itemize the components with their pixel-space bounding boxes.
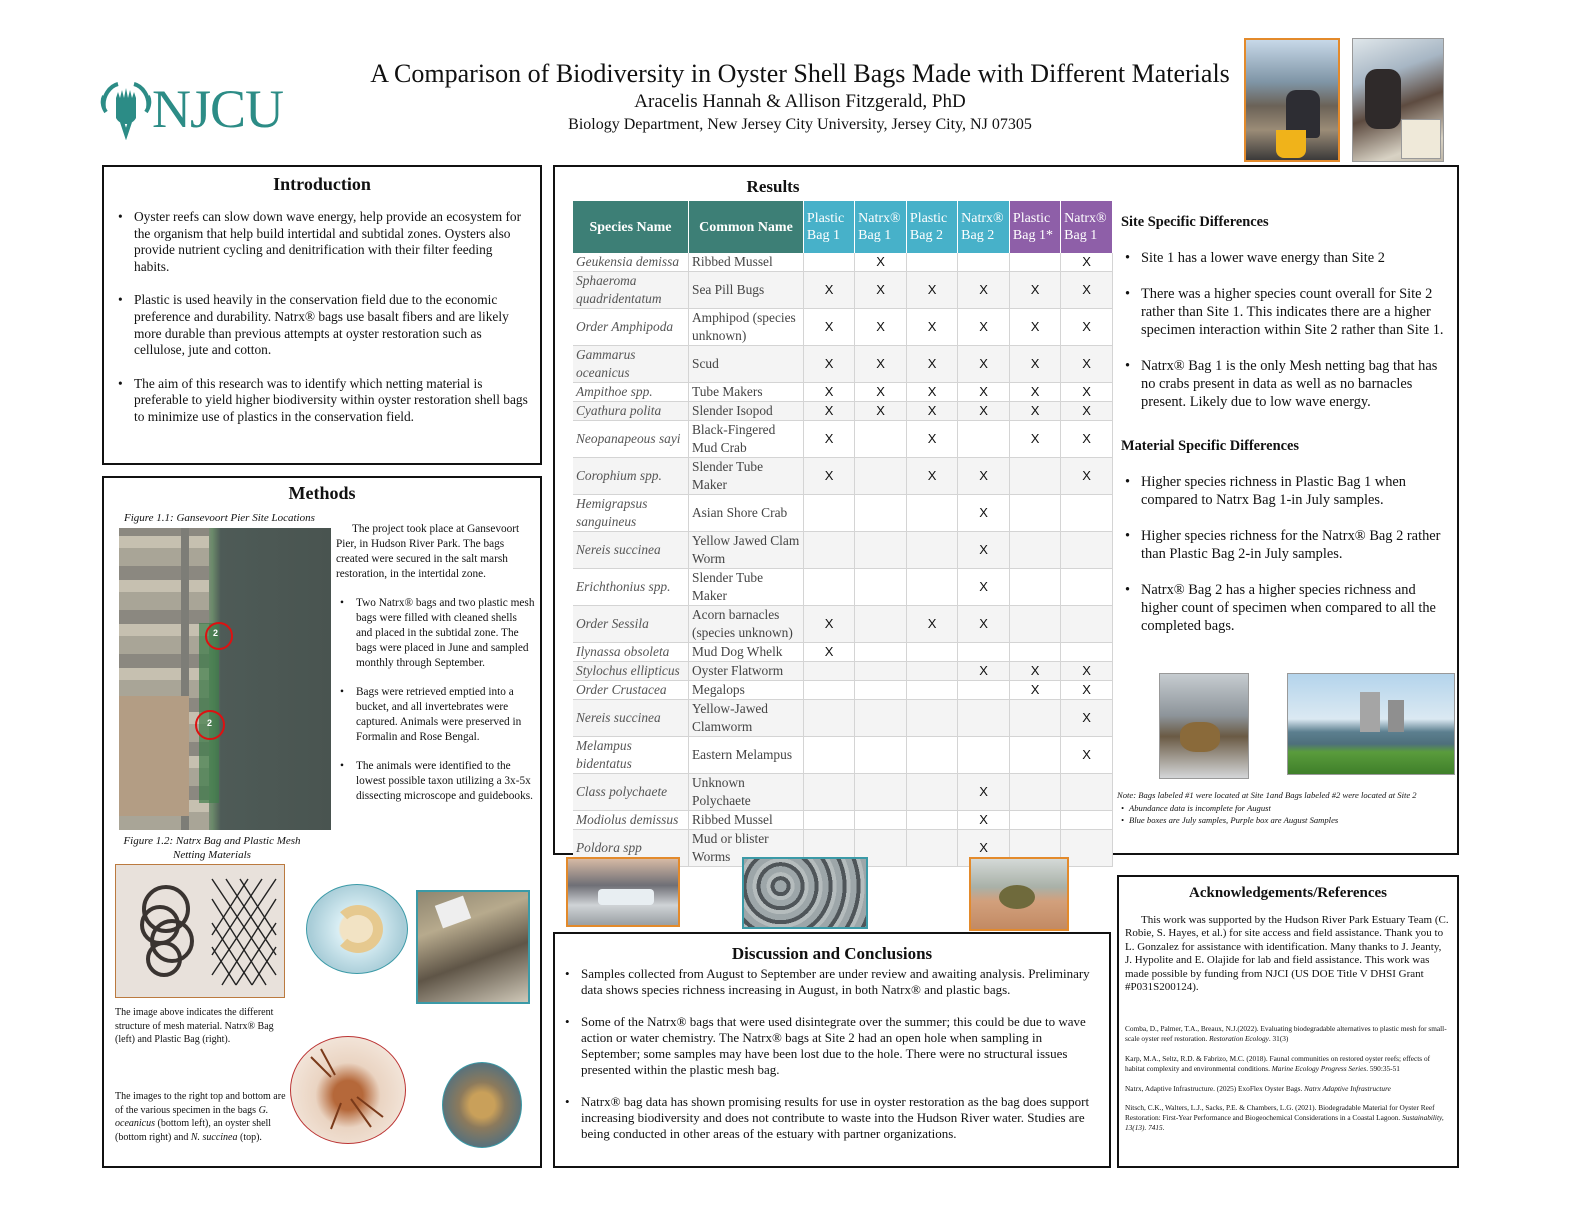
presence-cell: X bbox=[958, 569, 1010, 606]
common-name-cell: Asian Shore Crab bbox=[689, 495, 804, 532]
presence-cell: X bbox=[906, 309, 957, 346]
presence-cell: X bbox=[803, 346, 854, 383]
presence-cell: X bbox=[1009, 309, 1060, 346]
col-plastic-bag-1-aug: Plastic Bag 1* bbox=[1009, 201, 1060, 253]
presence-cell: X bbox=[906, 272, 957, 309]
presence-cell bbox=[906, 811, 957, 830]
col-natrx-bag-1-aug: Natrx® Bag 1 bbox=[1061, 201, 1113, 253]
presence-cell bbox=[1009, 458, 1060, 495]
methods-bullet: • The animals were identified to the lowest possible taxon utilizing a 3x-5x dissecting microscope and guidebooks. bbox=[336, 759, 536, 804]
methods-bullet: • Bags were retrieved emptied into a bucket, and all invertebrates were captured. Animals were preserved in Formalin and Rose Bengal. bbox=[336, 685, 536, 745]
presence-cell: X bbox=[855, 309, 907, 346]
presence-cell: X bbox=[958, 662, 1010, 681]
presence-cell bbox=[1009, 643, 1060, 662]
presence-cell: X bbox=[906, 458, 957, 495]
table-row bbox=[573, 346, 1113, 383]
table-row bbox=[573, 309, 1113, 346]
species-name-cell: Order Crustacea bbox=[573, 681, 689, 700]
sample-tray-photo bbox=[1159, 673, 1249, 779]
common-name-cell: Scud bbox=[689, 346, 804, 383]
header-photo-field bbox=[1244, 38, 1340, 162]
presence-cell bbox=[906, 774, 957, 811]
presence-cell: X bbox=[958, 532, 1010, 569]
discussion-bullet: • Natrx® bag data has shown promising results for use in oyster restoration as the bag does support increasing biodiversity and does not contribute to waste into the Hudson River water. Studies are being conducted in other areas of the estuary with partner organizations. bbox=[561, 1094, 1099, 1142]
figure-1-2-caption: Figure 1.2: Natrx Bag and Plastic Mesh Netting Materials bbox=[123, 835, 301, 861]
mesh-caption: The image above indicates the different structure of mesh material. Natrx® Bag (left) and Plastic Bag (right). bbox=[115, 1007, 274, 1045]
presence-cell bbox=[1009, 569, 1060, 606]
species-name-cell: Ilynassa obsoleta bbox=[573, 643, 689, 662]
presence-cell bbox=[906, 532, 957, 569]
presence-cell bbox=[906, 643, 957, 662]
presence-cell: X bbox=[855, 346, 907, 383]
presence-cell: X bbox=[1061, 253, 1113, 272]
figure-1-1-caption: Figure 1.1: Gansevoort Pier Site Locations bbox=[124, 512, 315, 524]
common-name-cell: Slender Tube Maker bbox=[689, 458, 804, 495]
table-row bbox=[573, 737, 1113, 774]
presence-cell: X bbox=[803, 309, 854, 346]
species-name-cell: Geukensia demissa bbox=[573, 253, 689, 272]
presence-cell bbox=[855, 700, 907, 737]
presence-cell: X bbox=[803, 606, 854, 643]
presence-cell bbox=[1009, 532, 1060, 569]
species-name-cell: Sphaeroma quadridentatum bbox=[573, 272, 689, 309]
species-name-cell: Stylochus ellipticus bbox=[573, 662, 689, 681]
note-bullet: • Blue boxes are July samples, Purple box are August Samples bbox=[1117, 814, 1451, 826]
presence-cell bbox=[1061, 532, 1113, 569]
table-row bbox=[573, 402, 1113, 421]
presence-cell bbox=[958, 253, 1010, 272]
table-row bbox=[573, 811, 1113, 830]
poster-authors: Aracelis Hannah & Allison Fitzgerald, PhD bbox=[634, 91, 966, 112]
reference-item: Natrx, Adaptive Infrastructure. (2025) ExoFlex Oyster Bags. Natrx Adaptive Infrastructure bbox=[1125, 1083, 1391, 1093]
species-table bbox=[573, 201, 1113, 867]
field-specimen-photo bbox=[416, 890, 530, 1004]
presence-cell: X bbox=[958, 346, 1010, 383]
presence-cell: X bbox=[958, 774, 1010, 811]
presence-cell bbox=[855, 681, 907, 700]
presence-cell bbox=[855, 606, 907, 643]
table-row bbox=[573, 272, 1113, 309]
presence-cell: X bbox=[1061, 700, 1113, 737]
col-common-name: Common Name bbox=[689, 201, 804, 253]
presence-cell: X bbox=[1061, 681, 1113, 700]
methods-intro-text: The project took place at Gansevoort Pier, in Hudson River Park. The bags created were secured in the salt marsh restoration, in the intertidal zone. bbox=[336, 523, 520, 580]
intro-bullet: • The aim of this research was to identify which netting material is preferable to yield higher biodiversity within oyster restoration shell bags to minimize use of plastics in the conservation field. bbox=[114, 376, 528, 426]
species-name-cell: Gammarus oceanicus bbox=[573, 346, 689, 383]
common-name-cell: Yellow-Jawed Clamworm bbox=[689, 700, 804, 737]
presence-cell bbox=[1009, 606, 1060, 643]
presence-cell: X bbox=[803, 272, 854, 309]
common-name-cell: Oyster Flatworm bbox=[689, 662, 804, 681]
species-name-cell: Erichthonius spp. bbox=[573, 569, 689, 606]
presence-cell bbox=[1009, 737, 1060, 774]
table-row bbox=[573, 532, 1113, 569]
njcu-logo bbox=[96, 78, 286, 140]
discussion-bullet: • Samples collected from August to September are under review and awaiting analysis. Preliminary data shows species richness increasing in August, in both Natrx® and plastic bags. bbox=[561, 966, 1099, 998]
amphipod-specimen-photo bbox=[290, 1036, 406, 1144]
col-natrx-bag-2: Natrx® Bag 2 bbox=[958, 201, 1010, 253]
species-name-cell: Corophium spp. bbox=[573, 458, 689, 495]
discussion-bullet: • Some of the Natrx® bags that were used disintegrate over the summer; this could be due to wave action or water chemistry. The Natrx® bags at Site 2 had an open hole when sampling in September; some samples may have been lost due to the hole. There were no structural issues presented within the plastic mesh bag. bbox=[561, 1014, 1099, 1078]
common-name-cell: Amphipod (species unknown) bbox=[689, 309, 804, 346]
table-row bbox=[573, 421, 1113, 458]
common-name-cell: Yellow Jawed Clam Worm bbox=[689, 532, 804, 569]
site-marker-upper: 2 bbox=[205, 622, 233, 650]
common-name-cell: Ribbed Mussel bbox=[689, 811, 804, 830]
species-name-cell: Order Amphipoda bbox=[573, 309, 689, 346]
presence-cell bbox=[958, 681, 1010, 700]
species-name-cell: Nereis succinea bbox=[573, 532, 689, 569]
presence-cell: X bbox=[1061, 421, 1113, 458]
presence-cell bbox=[803, 662, 854, 681]
table-row bbox=[573, 495, 1113, 532]
species-name-cell: Melampus bidentatus bbox=[573, 737, 689, 774]
presence-cell: X bbox=[803, 643, 854, 662]
presence-cell bbox=[1061, 811, 1113, 830]
discussion-panel bbox=[553, 932, 1111, 1168]
presence-cell: X bbox=[855, 402, 907, 421]
common-name-cell: Mud or blister Worms bbox=[689, 830, 804, 867]
presence-cell: X bbox=[958, 458, 1010, 495]
common-name-cell: Acorn barnacles (species unknown) bbox=[689, 606, 804, 643]
hudson-river-photo bbox=[1287, 673, 1455, 775]
common-name-cell: Sea Pill Bugs bbox=[689, 272, 804, 309]
presence-cell bbox=[855, 532, 907, 569]
presence-cell bbox=[855, 458, 907, 495]
mesh-materials-photo bbox=[115, 864, 285, 998]
presence-cell bbox=[803, 681, 854, 700]
presence-cell bbox=[906, 681, 957, 700]
reference-item: Nitsch, C.K., Walters, L.J., Sacks, P.E. & Chambers, L.G. (2021). Biodegradable Material for Oyster Reef Restoration: First-Year Performance and Biogeochemical Considerations in a Coastal Lagoon. Sustainability, 13(13). 7415. bbox=[1125, 1103, 1444, 1133]
specimen-caption: The images to the right top and bottom are of the various specimen in the bags G. oceanicus (bottom left), an oyster shell (bottom right) and N. succinea (top). bbox=[115, 1091, 286, 1143]
presence-cell bbox=[855, 421, 907, 458]
oyster-shell-photo bbox=[442, 1062, 522, 1148]
common-name-cell: Unknown Polychaete bbox=[689, 774, 804, 811]
material-differences-heading: Material Specific Differences bbox=[1121, 438, 1299, 454]
presence-cell: X bbox=[803, 402, 854, 421]
table-row bbox=[573, 253, 1113, 272]
presence-cell: X bbox=[958, 495, 1010, 532]
presence-cell: X bbox=[1009, 402, 1060, 421]
material-bullet: • Higher species richness for the Natrx® Bag 2 rather than Plastic Bag 2-in July samples. bbox=[1121, 527, 1451, 563]
presence-cell: X bbox=[855, 253, 907, 272]
presence-cell: X bbox=[1061, 662, 1113, 681]
presence-cell bbox=[1061, 495, 1113, 532]
presence-cell: X bbox=[1061, 346, 1113, 383]
presence-cell bbox=[803, 532, 854, 569]
results-note bbox=[1117, 789, 1451, 826]
presence-cell bbox=[803, 569, 854, 606]
oyster-hand-photo bbox=[969, 857, 1069, 931]
presence-cell: X bbox=[906, 606, 957, 643]
presence-cell: X bbox=[1061, 272, 1113, 309]
table-row bbox=[573, 774, 1113, 811]
introduction-panel bbox=[102, 165, 542, 465]
material-bullet: • Natrx® Bag 2 has a higher species richness and higher count of specimen when compared to all the completed bags. bbox=[1121, 581, 1451, 635]
common-name-cell: Slender Isopod bbox=[689, 402, 804, 421]
note-bullet: • Abundance data is incomplete for August bbox=[1117, 802, 1451, 814]
site-bullet: • Site 1 has a lower wave energy than Site 2 bbox=[1121, 249, 1451, 267]
presence-cell bbox=[803, 737, 854, 774]
col-species-name: Species Name bbox=[573, 201, 689, 253]
col-plastic-bag-2: Plastic Bag 2 bbox=[906, 201, 957, 253]
intro-bullet: • Plastic is used heavily in the conservation field due to the economic preference and durability. Natrx® bags use basalt fibers and are likely more durable than previous attempts at oyster restoration such as cellulose, jute and cotton. bbox=[114, 292, 528, 358]
common-name-cell: Mud Dog Whelk bbox=[689, 643, 804, 662]
species-name-cell: Order Sessila bbox=[573, 606, 689, 643]
presence-cell bbox=[958, 421, 1010, 458]
common-name-cell: Eastern Melampus bbox=[689, 737, 804, 774]
species-name-cell: Nereis succinea bbox=[573, 700, 689, 737]
presence-cell bbox=[1009, 253, 1060, 272]
species-name-cell: Modiolus demissus bbox=[573, 811, 689, 830]
presence-cell bbox=[855, 811, 907, 830]
presence-cell bbox=[855, 569, 907, 606]
table-row bbox=[573, 458, 1113, 495]
presence-cell: X bbox=[1009, 272, 1060, 309]
presence-cell bbox=[958, 737, 1010, 774]
presence-cell bbox=[906, 830, 957, 867]
header-photo-lab bbox=[1352, 38, 1444, 162]
poster-affiliation: Biology Department, New Jersey City University, Jersey City, NJ 07305 bbox=[568, 116, 1032, 133]
species-name-cell: Class polychaete bbox=[573, 774, 689, 811]
presence-cell bbox=[803, 811, 854, 830]
table-row bbox=[573, 643, 1113, 662]
results-heading: Results bbox=[746, 177, 800, 196]
acknowledgements-panel bbox=[1117, 875, 1459, 1168]
site-marker-lower: 2 bbox=[195, 710, 225, 740]
reference-item: Karp, M.A., Seltz, R.D. & Fabrizo, M.C. (2018). Faunal communities on restored oyster reefs; effects of habitat complexity and environmental conditions. Marine Ecology Progress Series. 590:35-51 bbox=[1125, 1054, 1431, 1073]
presence-cell: X bbox=[958, 383, 1010, 402]
presence-cell: X bbox=[803, 421, 854, 458]
presence-cell bbox=[906, 737, 957, 774]
presence-cell: X bbox=[958, 830, 1010, 867]
material-bullet: • Higher species richness in Plastic Bag 1 when compared to Natrx Bag 1-in July samples. bbox=[1121, 473, 1451, 509]
species-table-wrap bbox=[573, 201, 1113, 867]
results-note-text: Note: Bags labeled #1 were located at Site 1and Bags labeled #2 were located at Site 2 bbox=[1117, 790, 1417, 800]
presence-cell bbox=[855, 643, 907, 662]
common-name-cell: Tube Makers bbox=[689, 383, 804, 402]
site-differences-heading: Site Specific Differences bbox=[1121, 214, 1269, 230]
presence-cell: X bbox=[1009, 421, 1060, 458]
col-natrx-bag-1: Natrx® Bag 1 bbox=[855, 201, 907, 253]
logo-text: NJCU bbox=[152, 79, 284, 139]
presence-cell: X bbox=[958, 811, 1010, 830]
presence-cell: X bbox=[906, 421, 957, 458]
table-row bbox=[573, 681, 1113, 700]
methods-heading: Methods bbox=[288, 483, 356, 503]
presence-cell bbox=[906, 662, 957, 681]
presence-cell bbox=[1061, 774, 1113, 811]
intro-bullet: • Oyster reefs can slow down wave energy, help provide an ecosystem for the organism that help build intertidal and subtidal zones. Oysters also provide nutrient cycling and denitrification with their filter feeding habits. bbox=[114, 209, 528, 275]
table-row bbox=[573, 383, 1113, 402]
presence-cell bbox=[803, 700, 854, 737]
presence-cell bbox=[1009, 700, 1060, 737]
introduction-heading: Introduction bbox=[273, 174, 371, 194]
site-bullet: • There was a higher species count overall for Site 2 rather than Site 1. This indicates there are a higher specimen interaction within Site 2 rather than Site 1. bbox=[1121, 285, 1451, 339]
presence-cell bbox=[958, 643, 1010, 662]
presence-cell: X bbox=[1061, 383, 1113, 402]
reference-item: Comba, D., Palmer, T.A., Breaux, N.J.(2022). Evaluating biodegradable alternatives to plastic mesh for small-scale oyster reef restoration. Restoration Ecology. 31(3) bbox=[1125, 1024, 1447, 1044]
worm-specimen-photo bbox=[306, 884, 408, 974]
table-row bbox=[573, 569, 1113, 606]
species-name-cell: Poldora spp bbox=[573, 830, 689, 867]
presence-cell bbox=[1009, 495, 1060, 532]
presence-cell: X bbox=[958, 272, 1010, 309]
presence-cell: X bbox=[1009, 383, 1060, 402]
common-name-cell: Megalops bbox=[689, 681, 804, 700]
presence-cell: X bbox=[906, 402, 957, 421]
shell-bag-photo bbox=[742, 857, 868, 929]
presence-cell: X bbox=[1009, 346, 1060, 383]
lab-sorting-photo bbox=[566, 857, 680, 927]
presence-cell bbox=[906, 569, 957, 606]
species-name-cell: Neopanapeous sayi bbox=[573, 421, 689, 458]
presence-cell bbox=[906, 253, 957, 272]
presence-cell: X bbox=[803, 458, 854, 495]
presence-cell: X bbox=[1061, 402, 1113, 421]
presence-cell: X bbox=[855, 272, 907, 309]
presence-cell bbox=[855, 774, 907, 811]
species-name-cell: Ampithoe spp. bbox=[573, 383, 689, 402]
presence-cell: X bbox=[906, 346, 957, 383]
presence-cell bbox=[958, 700, 1010, 737]
species-name-cell: Cyathura polita bbox=[573, 402, 689, 421]
presence-cell bbox=[855, 495, 907, 532]
site-map bbox=[119, 528, 331, 830]
table-row bbox=[573, 700, 1113, 737]
results-panel bbox=[553, 165, 1459, 864]
presence-cell: X bbox=[958, 402, 1010, 421]
presence-cell: X bbox=[958, 606, 1010, 643]
poster-title: A Comparison of Biodiversity in Oyster Shell Bags Made with Different Materials bbox=[370, 59, 1230, 88]
methods-panel bbox=[102, 476, 542, 1168]
presence-cell bbox=[855, 662, 907, 681]
common-name-cell: Slender Tube Maker bbox=[689, 569, 804, 606]
presence-cell bbox=[906, 700, 957, 737]
methods-bullet: • Two Natrx® bags and two plastic mesh bags were filled with cleaned shells and placed in the subtidal zone. The bags were placed in June and sampled monthly through September. bbox=[336, 596, 536, 671]
table-row bbox=[573, 662, 1113, 681]
common-name-cell: Ribbed Mussel bbox=[689, 253, 804, 272]
presence-cell bbox=[803, 253, 854, 272]
col-plastic-bag-1: Plastic Bag 1 bbox=[803, 201, 854, 253]
presence-cell bbox=[1009, 811, 1060, 830]
presence-cell bbox=[803, 495, 854, 532]
presence-cell: X bbox=[803, 383, 854, 402]
presence-cell bbox=[803, 774, 854, 811]
acknowledgements-heading: Acknowledgements/References bbox=[1188, 885, 1387, 901]
presence-cell: X bbox=[1061, 737, 1113, 774]
presence-cell: X bbox=[1061, 309, 1113, 346]
acknowledgements-text: This work was supported by the Hudson River Park Estuary Team (C. Robie, S. Hayes, et al.) for site access and field assistance. Thank you to L. Gonzalez for assistance with identification. Many thanks to J. Jeanty, J. Hypolite and E. Olajide for lab and field assistance. This work was made possible by funding from NJCI (US DOE Title V DHSI Grant #P031S200124). bbox=[1125, 914, 1449, 994]
site-bullet: • Natrx® Bag 1 is the only Mesh netting bag that has no crabs present in data as well as no barnacles present. Likely due to low wave energy. bbox=[1121, 357, 1451, 411]
presence-cell: X bbox=[1009, 662, 1060, 681]
presence-cell bbox=[1061, 643, 1113, 662]
presence-cell bbox=[855, 737, 907, 774]
common-name-cell: Black-Fingered Mud Crab bbox=[689, 421, 804, 458]
presence-cell: X bbox=[906, 383, 957, 402]
species-name-cell: Hemigrapsus sanguineus bbox=[573, 495, 689, 532]
presence-cell: X bbox=[1061, 458, 1113, 495]
presence-cell: X bbox=[958, 309, 1010, 346]
table-row bbox=[573, 606, 1113, 643]
presence-cell bbox=[1061, 569, 1113, 606]
presence-cell: X bbox=[1009, 681, 1060, 700]
discussion-heading: Discussion and Conclusions bbox=[731, 944, 933, 963]
njcu-crest-icon bbox=[96, 78, 156, 140]
presence-cell bbox=[1009, 774, 1060, 811]
presence-cell bbox=[1061, 606, 1113, 643]
presence-cell bbox=[906, 495, 957, 532]
presence-cell: X bbox=[855, 383, 907, 402]
